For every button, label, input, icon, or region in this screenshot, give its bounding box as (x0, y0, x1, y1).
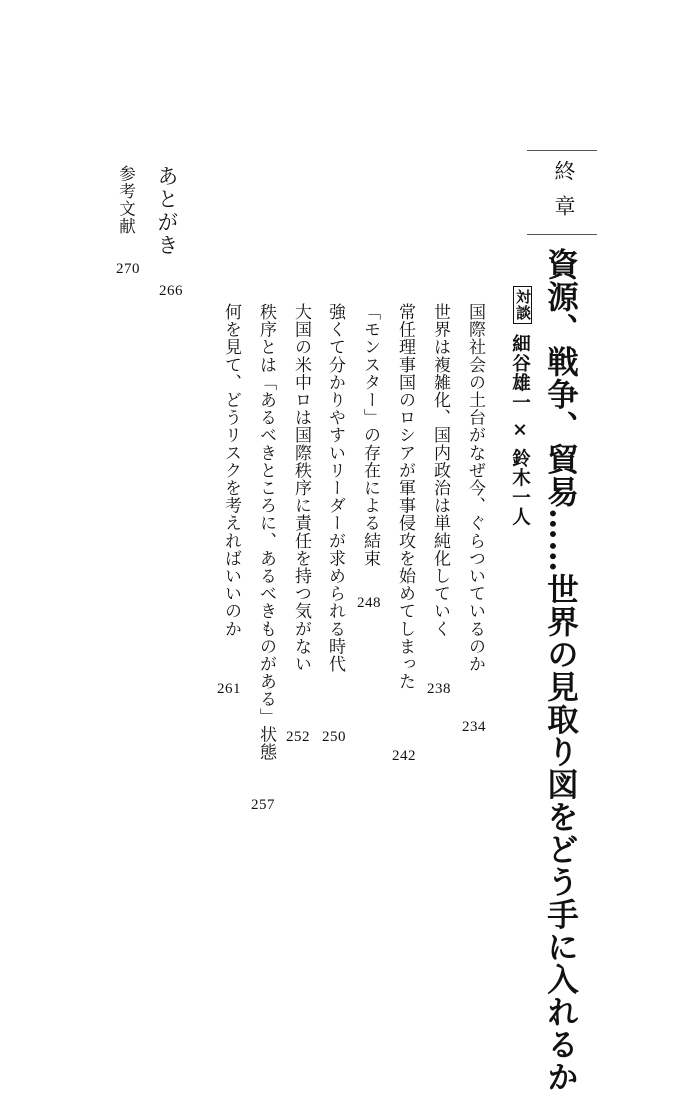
toc-entry-page: 238 (427, 681, 451, 697)
dialogue-participants: 細谷雄一 × 鈴木一人 (509, 334, 531, 527)
toc-entry-title: 常任理事国のロシアが軍事侵攻を始めてしまった (395, 303, 415, 691)
chapter-bottom-rule (527, 234, 597, 235)
chapter-title: 資源、戦争、貿易……世界の見取り図をどう手に入れるか (542, 248, 580, 1093)
toc-entry-title: 強くて分かりやすいリーダーが求められる時代 (325, 303, 345, 673)
toc-entry-page: 242 (392, 748, 416, 764)
toc-entry-page: 257 (251, 797, 275, 813)
toc-entry-page: 234 (462, 719, 486, 735)
toc-entry-page: 248 (357, 595, 381, 611)
toc-entry-page: 250 (322, 729, 346, 745)
toc-entry-title: 国際社会の土台がなぜ今、ぐらついているのか (465, 303, 485, 673)
afterword-page: 266 (159, 283, 183, 299)
toc-entry-title: 大国の米中ロは国際秩序に責任を持つ気がない (291, 303, 311, 673)
toc-entry-page: 261 (217, 681, 241, 697)
toc-entry-title: 何を見て、どうリスクを考えればいいのか (221, 303, 241, 638)
toc-entry-title: 世界は複雑化、国内政治は単純化していく (430, 303, 450, 638)
toc-entry-page: 252 (286, 729, 310, 745)
references-title: 参考文献 (116, 165, 136, 235)
toc-entry-title: 「モンスター」の存在による結束 (360, 303, 380, 567)
chapter-top-rule (527, 150, 597, 151)
afterword-title: あとがき (155, 165, 179, 257)
toc-entry-title: 秩序とは「あるべきところに、あるべきものがある」状態 (256, 303, 276, 761)
dialogue-badge: 対談 (513, 286, 532, 324)
references-page: 270 (116, 261, 140, 277)
chapter-label: 終章 (552, 160, 576, 230)
